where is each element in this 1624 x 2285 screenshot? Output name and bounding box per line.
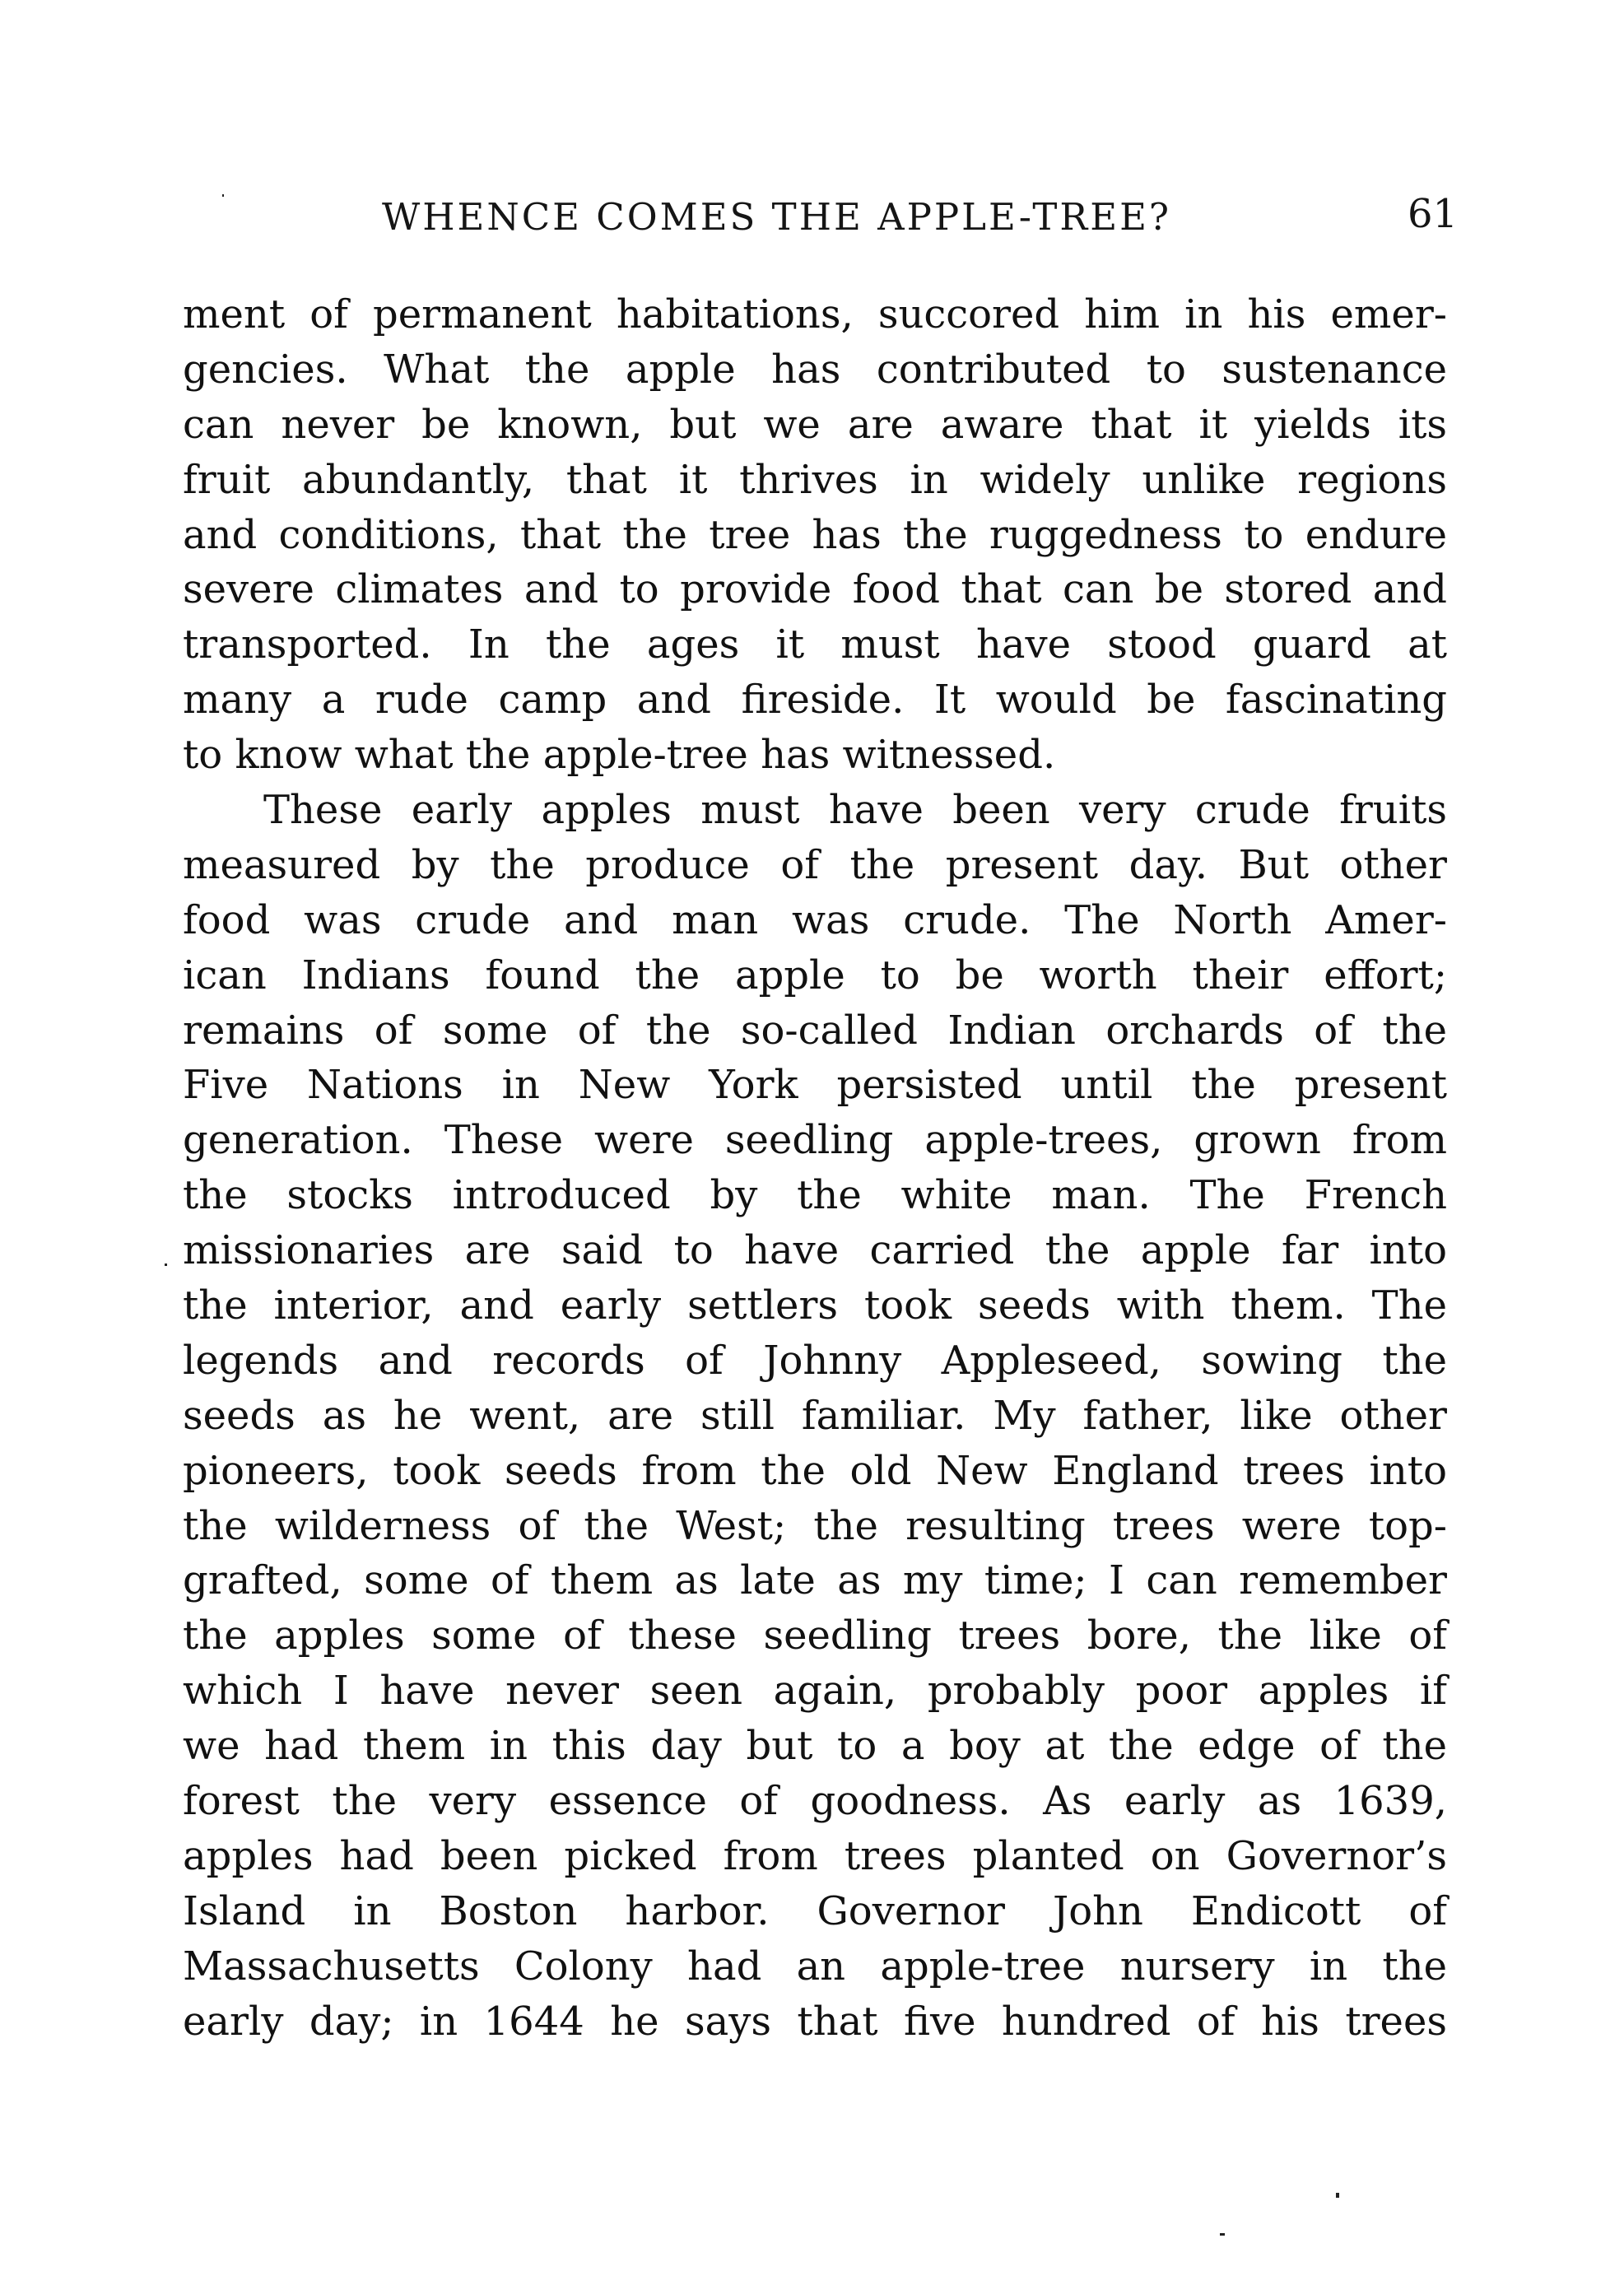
text-line: grafted, some of them as late as my time; I can remember bbox=[183, 1557, 1447, 1604]
scan-speck bbox=[1336, 2193, 1339, 2198]
text-line: generation. These were seedling apple-trees, grown from bbox=[183, 1117, 1447, 1164]
text-line: severe climates and to provide food that can be stored and bbox=[183, 566, 1447, 613]
text-line: ment of permanent habitations, succored him in his emer- bbox=[183, 291, 1447, 337]
paragraph-2 bbox=[183, 783, 1447, 2049]
text-line: legends and records of Johnny Appleseed, sowing the bbox=[183, 1337, 1447, 1384]
text-line: Island in Boston harbor. Governor John Endicott of bbox=[183, 1887, 1447, 1934]
text-line: ican Indians found the apple to be worth their effort; bbox=[183, 952, 1447, 998]
text-line: and conditions, that the tree has the ruggedness to endure bbox=[183, 511, 1447, 558]
text-line: early day; in 1644 he says that five hundred of his trees bbox=[183, 1998, 1447, 2045]
page-number: 61 bbox=[1408, 191, 1459, 237]
scan-speck bbox=[1220, 2233, 1225, 2236]
text-line: apples had been picked from trees planted on Governor’s bbox=[183, 1832, 1447, 1879]
text-line: missionaries are said to have carried the apple far into bbox=[183, 1227, 1447, 1274]
text-line: seeds as he went, are still familiar. My father, like other bbox=[183, 1392, 1447, 1439]
text-line: Massachusetts Colony had an apple-tree nursery in the bbox=[183, 1943, 1447, 1989]
text-line: fruit abundantly, that it thrives in widely unlike regions bbox=[183, 456, 1447, 503]
text-line: to know what the apple-tree has witnessed. bbox=[183, 732, 1056, 779]
text-line: many a rude camp and fireside. It would be fascinating bbox=[183, 677, 1447, 724]
text-line: we had them in this day but to a boy at the edge of the bbox=[183, 1723, 1447, 1770]
text-line: the apples some of these seedling trees bore, the like of bbox=[183, 1613, 1447, 1659]
scan-speck bbox=[222, 194, 224, 197]
text-line: These early apples must have been very crude fruits bbox=[263, 787, 1447, 834]
text-line: the wilderness of the West; the resulting trees were top- bbox=[183, 1502, 1447, 1549]
text-line: food was crude and man was crude. The North Amer- bbox=[183, 896, 1447, 943]
text-line: the stocks introduced by the white man. The French bbox=[183, 1172, 1447, 1219]
text-line: can never be known, but we are aware that it yields its bbox=[183, 401, 1447, 448]
text-line: forest the very essence of goodness. As early as 1639, bbox=[183, 1778, 1447, 1825]
scan-speck bbox=[165, 1263, 167, 1266]
text-line: pioneers, took seeds from the old New England trees into bbox=[183, 1447, 1447, 1494]
running-head: WHENCE COMES THE APPLE-TREE? bbox=[382, 195, 1172, 239]
body-text bbox=[183, 287, 1447, 2050]
text-line: the interior, and early settlers took seeds with them. The bbox=[183, 1282, 1447, 1329]
text-line: which I have never seen again, probably poor apples if bbox=[183, 1668, 1447, 1715]
paragraph-1 bbox=[183, 287, 1447, 783]
text-line: Five Nations in New York persisted until the present bbox=[183, 1062, 1447, 1109]
text-line: remains of some of the so-called Indian orchards of the bbox=[183, 1007, 1447, 1054]
text-line: gencies. What the apple has contributed to sustenance bbox=[183, 346, 1447, 393]
text-line: measured by the produce of the present day. But other bbox=[183, 841, 1447, 888]
text-line: transported. In the ages it must have stood guard at bbox=[183, 621, 1447, 668]
